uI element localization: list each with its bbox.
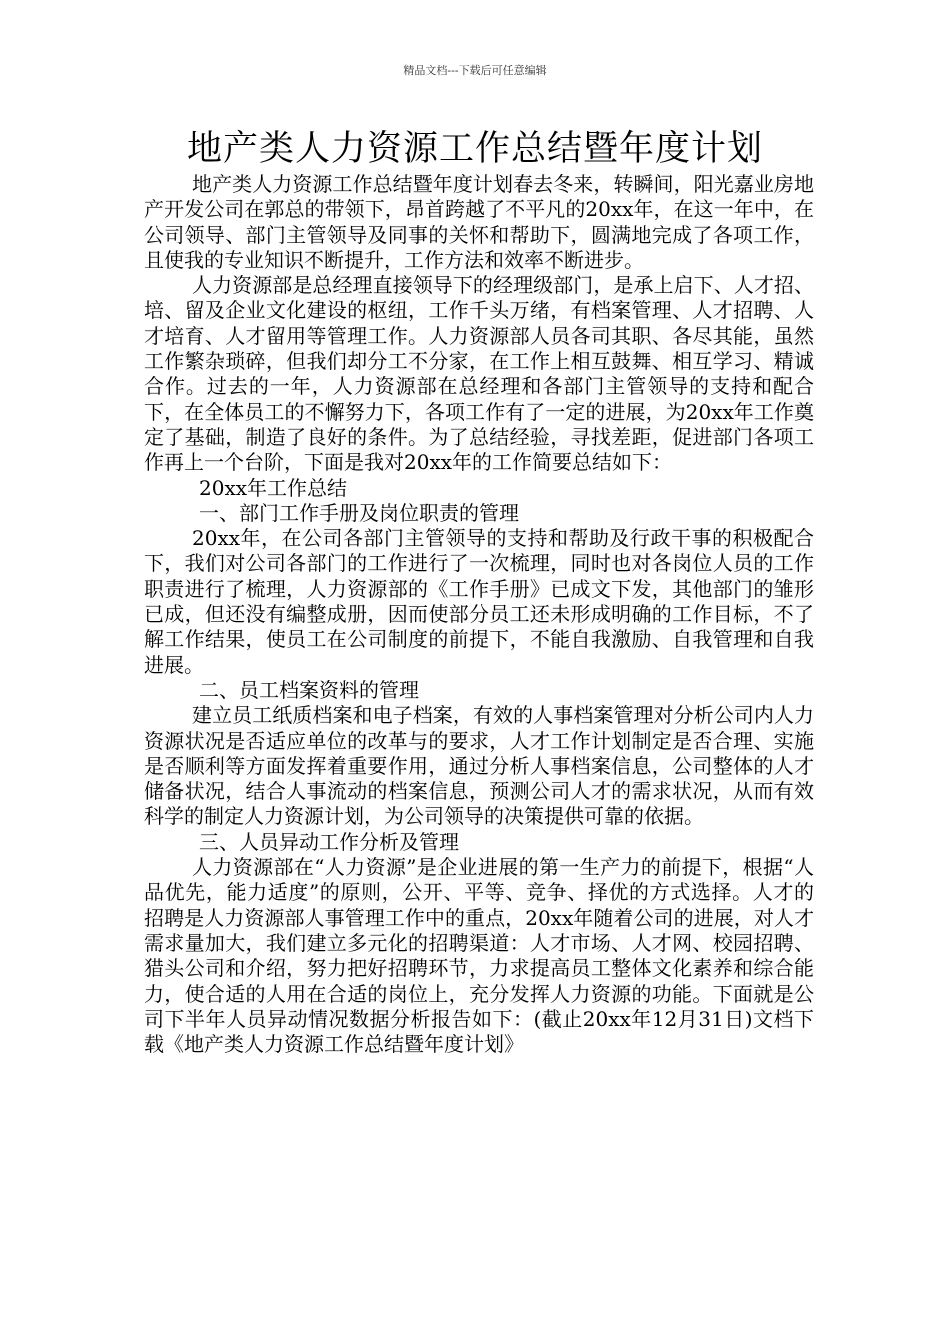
section-heading-2: 二、员工档案资料的管理	[199, 677, 419, 702]
document-title: 地产类人力资源工作总结暨年度计划	[186, 129, 763, 169]
section-heading-3: 三、人员异动工作分析及管理	[199, 829, 459, 854]
paragraph-section-1: 20xx年，在公司各部门主管领导的支持和帮助及行政干事的积极配合下，我们对公司各部门的工作进行了一次梳理，同时也对各岗位人员的工作职责进行了梳理，人力资源部的《工作手册》已成文下发，其他部门的雏形已成，但还没有编整成册，因而使部分员工还未形成明确的工作目标，不了解工作结果，使员工在公司制度的前提下，不能自我激励、自我管理和自我进展。	[144, 526, 814, 677]
header-note: 精品文档---下载后可任意编辑	[403, 64, 547, 77]
paragraph-section-2: 建立员工纸质档案和电子档案，有效的人事档案管理对分析公司内人力资源状况是否适应单位的改革与的要求，人才工作计划制定是否合理、实施是否顺利等方面发挥着重要作用，通过分析人事档案信息，公司整体的人才储备状况，结合人事流动的档案信息，预测公司人才的需求状况，从而有效科学的制定人力资源计划，为公司领导的决策提供可靠的依据。	[144, 703, 814, 829]
section-heading-1: 一、部门工作手册及岗位职责的管理	[199, 500, 519, 525]
paragraph-intro: 地产类人力资源工作总结暨年度计划春去冬来，转瞬间，阳光嘉业房地产开发公司在郭总的带领下，昂首跨越了不平凡的20xx年，在这一年中，在公司领导、部门主管领导及同事的关怀和帮助下，圆满地完成了各项工作，且使我的专业知识不断提升，工作方法和效率不断进步。	[144, 172, 814, 272]
document-body	[144, 172, 814, 1057]
paragraph-department-overview: 人力资源部是总经理直接领导下的经理级部门，是承上启下、人才招、培、留及企业文化建设的枢纽，工作千头万绪，有档案管理、人才招聘、人才培育、人才留用等管理工作。人力资源部人员各司其职、各尽其能，虽然工作繁杂琐碎，但我们却分工不分家，在工作上相互鼓舞、相互学习、精诚合作。过去的一年，人力资源部在总经理和各部门主管领导的支持和配合下，在全体员工的不懈努力下，各项工作有了一定的进展，为20xx年工作奠定了基础，制造了良好的条件。为了总结经验，寻找差距，促进部门各项工作再上一个台阶，下面是我对20xx年的工作简要总结如下：	[144, 273, 814, 475]
paragraph-section-3: 人力资源部在“人力资源”是企业进展的第一生产力的前提下，根据“人品优先，能力适度”的原则，公开、平等、竞争、择优的方式选择。人才的招聘是人力资源部人事管理工作中的重点，20xx年随着公司的进展，对人才需求量加大，我们建立多元化的招聘渠道：人才市场、人才网、校园招聘、猎头公司和介绍，努力把好招聘环节，力求提高员工整体文化素养和综合能力，使合适的人用在合适的岗位上，充分发挥人力资源的功能。下面就是公司下半年人员异动情况数据分析报告如下：(截止20xx年12月31日)文档下载《地产类人力资源工作总结暨年度计划》	[144, 855, 814, 1057]
section-heading-annual-summary: 20xx年工作总结	[199, 475, 348, 500]
